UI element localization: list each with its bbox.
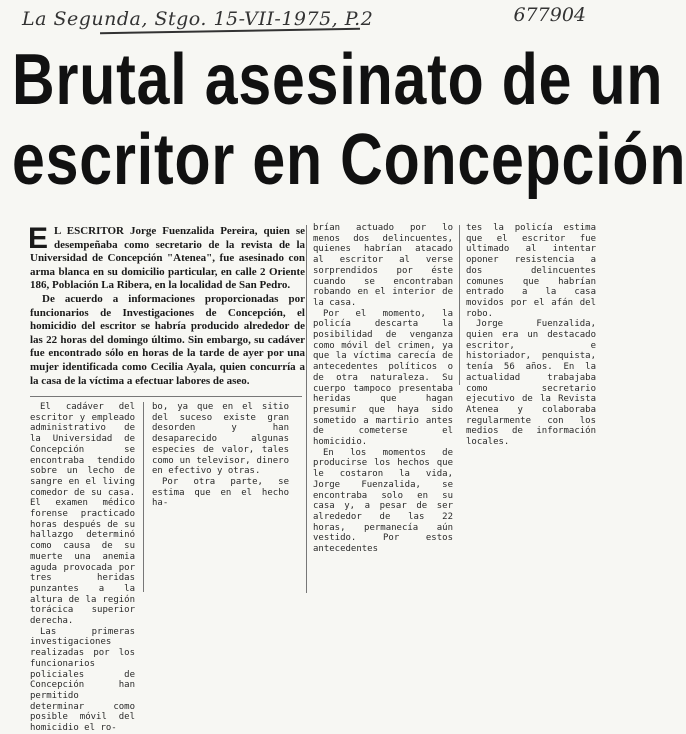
column-divider — [459, 225, 460, 385]
lead-paragraph-1: L ESCRITOR Jorge Fuenzalida Pereira, quien se desempeñaba como secretario de la revista de la Universidad de Concepción "Atenea", fue asesinado con arma blanca en su domicilio particular, en calle 2 Oriente 186, Población La Ribera, en la localidad de San Pedro. — [30, 225, 305, 292]
body-column-3 — [313, 223, 453, 593]
handwritten-source-reference: La Segunda, Stgo. 15-VII-1975, P.2 — [22, 8, 374, 30]
article-lead — [28, 222, 305, 388]
column-3-paragraph-1: brían actuado por lo menos dos delincuentes, quienes habrían atacado al escritor al verse sorprendidos por éste cuando se encontraban robando en el interior de la casa. — [313, 223, 453, 308]
column-2-paragraph-1: bo, ya que en el sitio del suceso existe gran desorden y han desaparecido algunas especies de valor, tales como un televisor, dinero en efectivo y otras. — [152, 402, 289, 477]
column-3-paragraph-2: Por el momento, la policía descarta la posibilidad de venganza como móvil del crimen, ya que la víctima carecía de antecedentes políticos o de otra naturaleza. Su cuerpo tampoco presentaba heridas que hagan presumir que haya sido sometido a martirio antes de cometerse el homicidio. — [313, 308, 453, 448]
body-column-2 — [152, 402, 289, 509]
column-4-paragraph-2: Jorge Fuenzalida, quien era un destacado escritor, e historiador, penquista, tenía 56 años. En la actualidad trabajaba como secretario ejecutivo de la Revista Atenea y colaboraba regularmente con los medios de información locales. — [466, 319, 596, 448]
article-headline — [12, 40, 686, 200]
handwritten-catalog-number: 677904 — [513, 4, 586, 26]
body-column-1 — [30, 402, 135, 734]
headline-line-1: Brutal asesinato de un — [12, 40, 664, 120]
column-3-paragraph-3: En los momentos de producirse los hechos que le costaron la vida, Jorge Fuenzalida, se encontraba solo en su casa y, a pesar de ser alrededor de las 22 horas, permanecía aún vestido. Por estos antecedentes — [313, 447, 453, 555]
column-1-paragraph-2: Las primeras investigaciones realizadas por los funcionarios policiales de Concepción han permitido determinar como posible móvil del homicidio el ro- — [30, 626, 135, 734]
column-divider — [306, 225, 307, 593]
column-2-paragraph-2: Por otra parte, se estima que en el hecho ha- — [152, 476, 289, 509]
lead-paragraph-2: De acuerdo a informaciones proporcionadas por funcionarios de Investigaciones de Concepción, el homicidio del escritor se habría producido alrededor de las 22 horas del domingo último. Sin embargo, su cadáver fue encontrado sólo en horas de la tarde de ayer por una mujer identificada como Cecilia Ayala, quien concurría a la casa de la víctima a efectuar labores de aseo. — [30, 292, 305, 387]
handwritten-annotation — [10, 2, 600, 34]
headline-line-2: escritor en Concepción — [12, 120, 686, 200]
lead-divider — [30, 396, 302, 397]
column-divider — [143, 402, 144, 592]
drop-cap: E — [28, 222, 49, 255]
body-column-4 — [466, 223, 596, 448]
column-1-paragraph-1: El cadáver del escritor y empleado administrativo de la Universidad de Concepción se encontraba tendido sobre un lecho de sangre en el living comedor de su casa. El examen médico forense practicado horas después de su hallazgo determinó como causa de su muerte una anemia aguda provocada por tres heridas punzantes a la altura de la región torácica superior derecha. — [30, 402, 135, 627]
column-4-paragraph-1: tes la policía estima que el escritor fue ultimado al intentar oponer resistencia a dos delincuentes comunes que habrían entrado a la casa movidos por el afán del robo. — [466, 223, 596, 319]
